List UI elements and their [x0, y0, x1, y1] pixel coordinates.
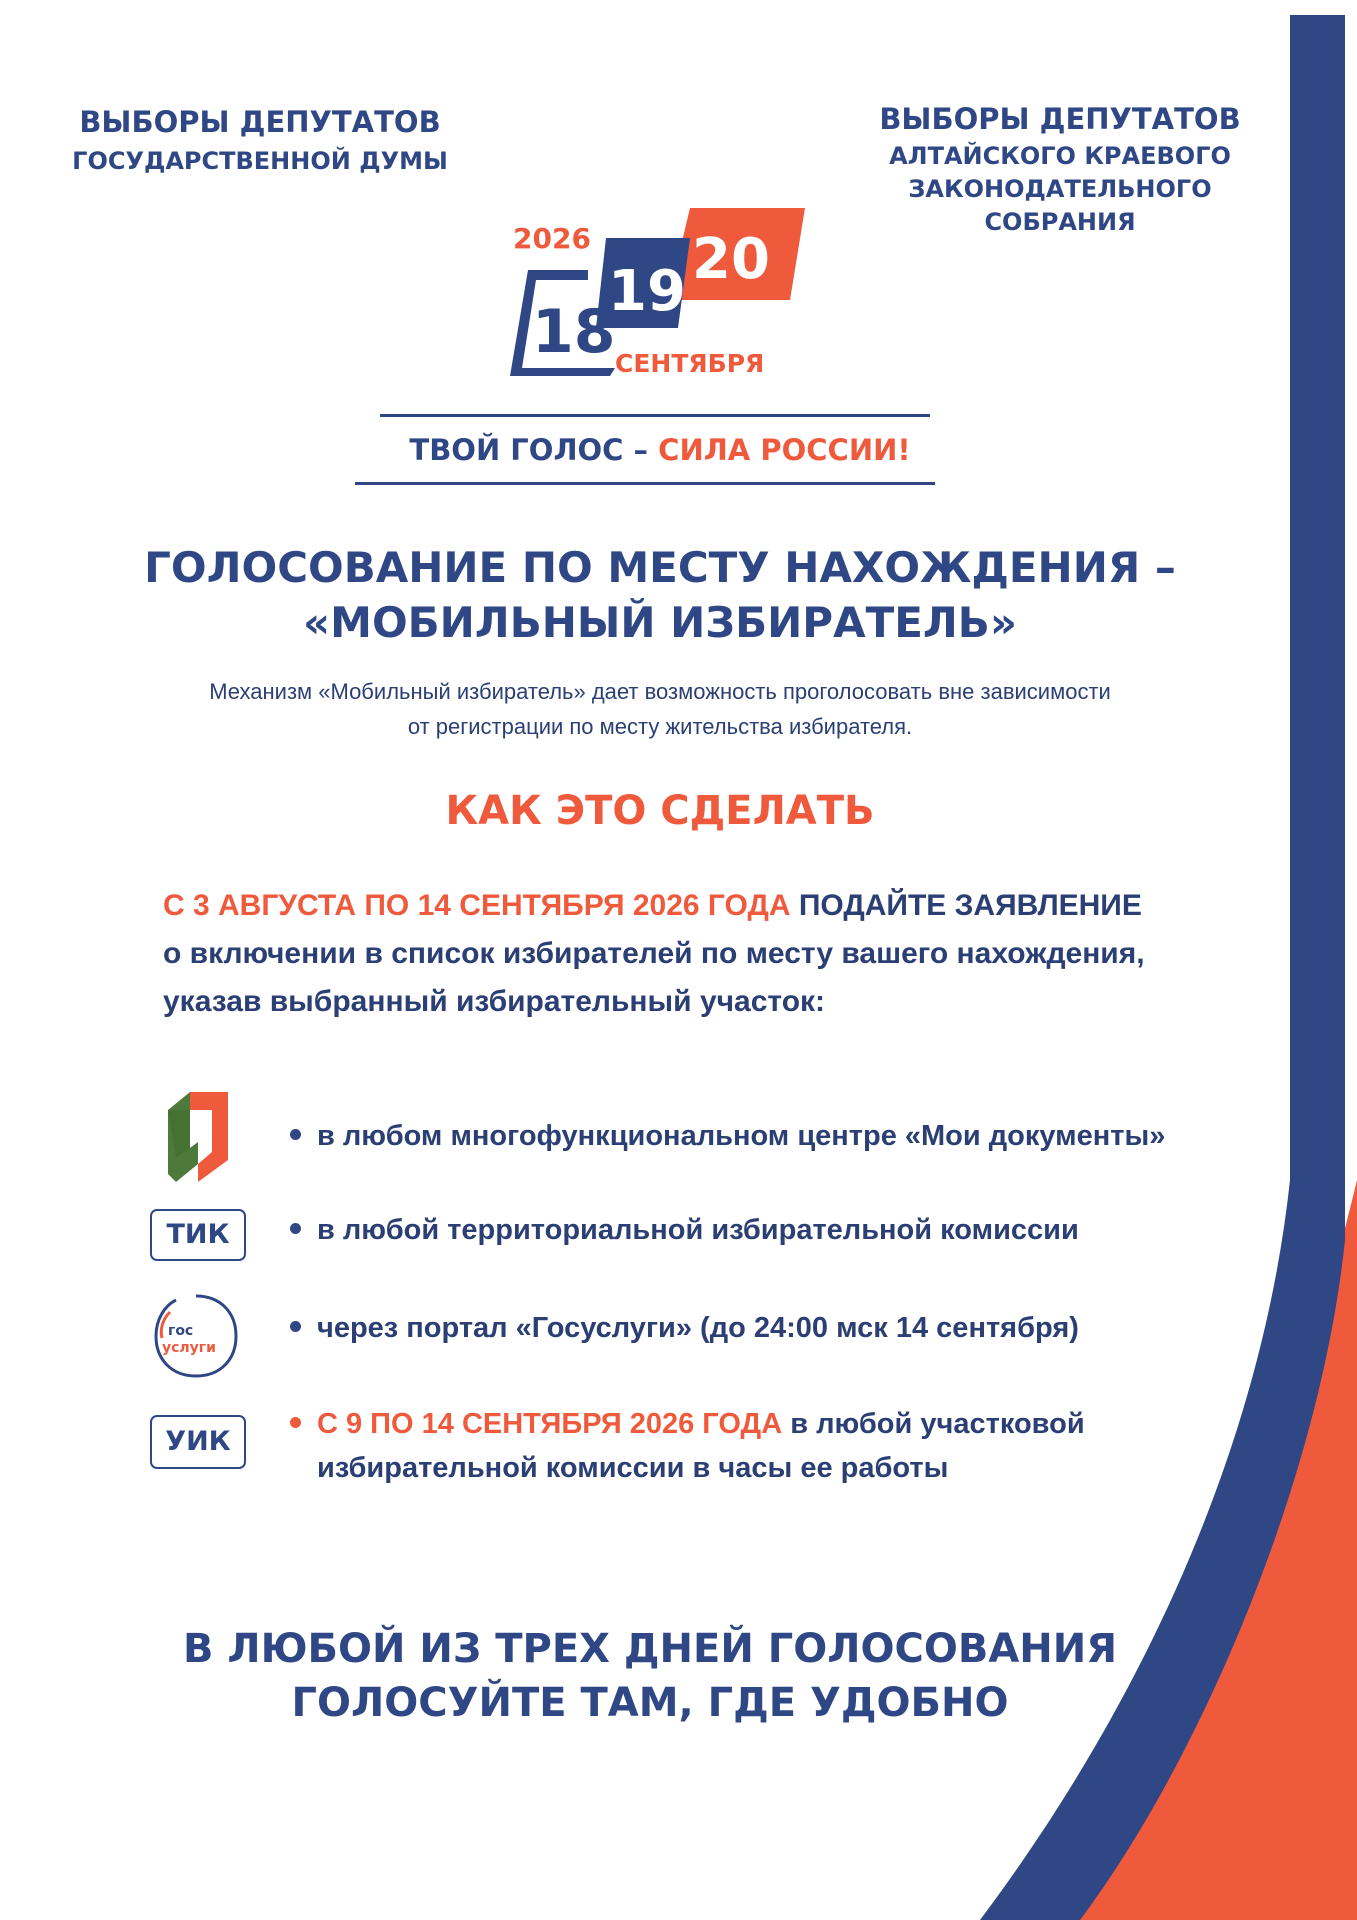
option-uik-line1: [290, 1402, 1085, 1446]
bullet-dot: [290, 1417, 301, 1428]
uik-badge: УИК: [150, 1415, 246, 1469]
gosuslugi-text-uslugi: услуги: [162, 1340, 216, 1356]
tagline-bottom-line: [355, 482, 935, 485]
logo-day-18: 18: [532, 297, 616, 367]
option-tik-text: в любой территориальной избирательной комиссии: [317, 1214, 1079, 1246]
footer-slogan: [150, 1622, 1150, 1730]
main-title-line2: «МОБИЛЬНЫЙ ИЗБИРАТЕЛЬ»: [303, 598, 1017, 647]
option-uik-dates: С 9 ПО 14 СЕНТЯБРЯ 2026 ГОДА: [317, 1408, 783, 1440]
election-dates-logo: [480, 200, 820, 390]
option-gosuslugi: [290, 1306, 1079, 1350]
moi-dokumenty-icon: [162, 1090, 234, 1182]
header-left-line2: ГОСУДАРСТВЕННОЙ ДУМЫ: [72, 147, 448, 175]
logo-year: 2026: [513, 222, 591, 255]
description-line2: от регистрации по месту жительства избирателя.: [407, 714, 913, 739]
instruction: [163, 882, 1163, 1026]
instruction-line2: о включении в список избирателей по месту вашего нахождения,: [163, 937, 1145, 970]
option-gosuslugi-text: через портал «Госуслуги» (до 24:00 мск 14 сентября): [317, 1312, 1079, 1344]
header-right-line3: ЗАКОНОДАТЕЛЬНОГО: [908, 175, 1212, 203]
option-mfc: [290, 1114, 1165, 1158]
gosuslugi-text-gos: гос: [168, 1323, 194, 1339]
header-right: [860, 98, 1260, 239]
tagline-top-line: [380, 414, 930, 417]
logo-day-19: 19: [608, 259, 686, 324]
bullet-dot: [290, 1223, 301, 1234]
tik-badge: ТИК: [150, 1209, 246, 1261]
logo-day-20: 20: [692, 227, 770, 292]
header-right-line2: АЛТАЙСКОГО КРАЕВОГО: [889, 142, 1231, 170]
gosuslugi-icon: [150, 1290, 242, 1382]
logo-month: СЕНТЯБРЯ: [615, 349, 765, 378]
main-title: [60, 540, 1260, 650]
option-uik: [290, 1402, 1085, 1490]
bullet-dot: [290, 1129, 301, 1140]
header-right-line4: СОБРАНИЯ: [984, 208, 1136, 236]
option-tik: [290, 1208, 1079, 1252]
option-uik-line2: избирательной комиссии в часы ее работы: [317, 1452, 949, 1484]
main-title-line1: ГОЛОСОВАНИЕ ПО МЕСТУ НАХОЖДЕНИЯ –: [144, 543, 1176, 592]
instruction-line3: указав выбранный избирательный участок:: [163, 985, 826, 1018]
bullet-dot: [290, 1321, 301, 1332]
header-left-line1: ВЫБОРЫ ДЕПУТАТОВ: [79, 105, 441, 139]
header-left: [55, 102, 465, 180]
tagline-part1: ТВОЙ ГОЛОС –: [409, 433, 659, 467]
option-uik-text: в любой участковой: [782, 1408, 1085, 1440]
tagline: [300, 430, 1020, 470]
option-mfc-text: в любом многофункциональном центре «Мои документы»: [317, 1120, 1166, 1152]
footer-line2: ГОЛОСУЙТЕ ТАМ, ГДЕ УДОБНО: [291, 1680, 1009, 1726]
header-right-line1: ВЫБОРЫ ДЕПУТАТОВ: [879, 102, 1241, 136]
instruction-line1: [163, 882, 1163, 930]
instruction-dates: С 3 АВГУСТА ПО 14 СЕНТЯБРЯ 2026 ГОДА: [163, 889, 791, 922]
description: [110, 674, 1210, 744]
tagline-part2: СИЛА РОССИИ!: [658, 433, 911, 467]
howto-heading: КАК ЭТО СДЕЛАТЬ: [445, 788, 875, 834]
instruction-action: ПОДАЙТЕ ЗАЯВЛЕНИЕ: [790, 889, 1142, 922]
description-line1: Механизм «Мобильный избиратель» дает возможность проголосовать вне зависимости: [209, 679, 1111, 704]
footer-line1: В ЛЮБОЙ ИЗ ТРЕХ ДНЕЙ ГОЛОСОВАНИЯ: [182, 1626, 1118, 1672]
